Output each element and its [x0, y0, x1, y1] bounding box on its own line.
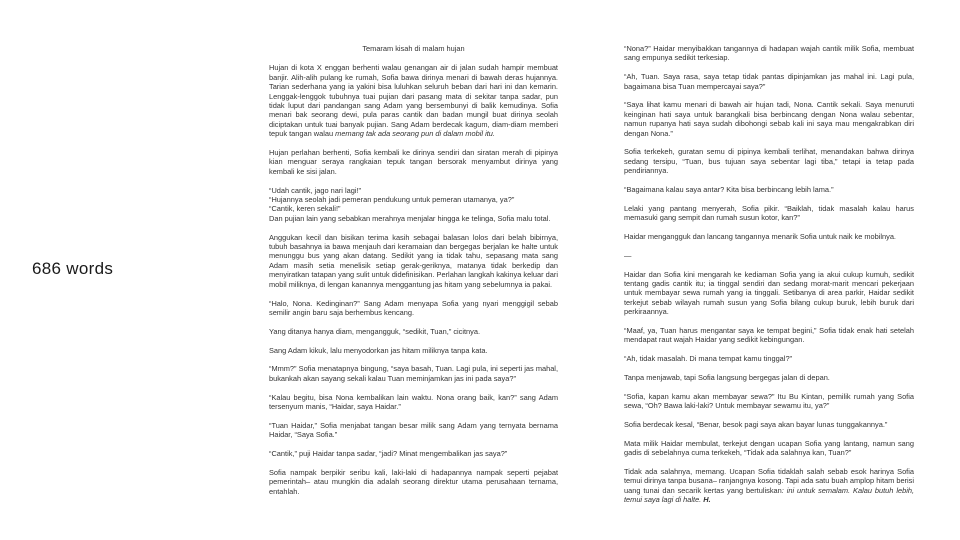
- paragraph-text: Yang ditanya hanya diam, mengangguk, “sedikit, Tuan,” cicitnya.: [269, 326, 481, 336]
- paragraph: [269, 421, 558, 440]
- paragraph: [624, 251, 914, 260]
- paragraph: [624, 44, 914, 63]
- paragraph: [624, 270, 914, 317]
- paragraph-text: Haidar dan Sofia kini mengarah ke kediaman Sofia yang ia akui cukup kumuh, sedikit tentang gadis cantik itu; ia tinggal sendiri dan sedang morat-marit mencari pekerjaan untuk membayar sewa rumah yang ia tinggali. Setibanya di area parkir, Haidar sedikit terkejut sebab wilayah rumah susun yang Sofia bilang cukup buruk, lebih buruk dari perkiraannya.: [624, 269, 914, 317]
- paragraph: [624, 100, 914, 138]
- paragraph: [269, 468, 558, 496]
- paragraph-text: “Mmm?” Sofia menatapnya bingung, “saya basah, Tuan. Lagi pula, ini seperti jas mahal, bukankah akan sayang sekali kalau Tuan meminjamkan jas ini pada saya?”: [269, 364, 558, 383]
- paragraph-text: Hujan di kota X enggan berhenti walau genangan air di jalan sudah hampir membuat banjir. Alih-alih pulang ke rumah, Sofia bawa dirinya menari di bawah deras hujannya. Tarian sederhana yang ia yakini bisa luluhkan seluruh beban dari hari ini dan kemarin. Lenggak-lenggok tubuhnya tuai pujian dari pasang mata di sekitar tanpa sadar, pun tidak luput dari pandangan sang Adam yang bersembunyi di balik kemudinya. Sofia menari bak seorang dewi, pula paras cantik dan badan mungil buat dirinya seolah diciptakan untuk tuai banyak pujian. Sang Adam berdecak kagum, diam-diam memberi tepuk tangan walau: [269, 63, 558, 139]
- paragraph-text: Tidak ada salahnya, memang. Ucapan Sofia tidaklah salah sebab esok harinya Sofia temui dirinya tanpa busana– ranjangnya kosong. Tapi ada satu buah amplop hitam berisi uang tunai dan secarik kertas yang bertuliskan: [624, 467, 914, 495]
- paragraph: [269, 299, 558, 318]
- paragraph-text: “Nona?” Haidar menyibakkan tangannya di hadapan wajah cantik milik Sofia, membuat sang empunya sedikit terkesiap.: [624, 44, 914, 63]
- paragraph: [624, 420, 914, 429]
- paragraph: [269, 346, 558, 355]
- paragraph-text: “Cantik,” puji Haidar tanpa sadar, “jadi? Minat mengembalikan jas saya?”: [269, 448, 508, 458]
- document-title: Temaram kisah di malam hujan: [362, 44, 465, 53]
- paragraph-text: “Bagaimana kalau saya antar? Kita bisa berbincang lebih lama.”: [624, 185, 834, 195]
- paragraph-text: “Ah, tidak masalah. Di mana tempat kamu tinggal?”: [624, 354, 793, 364]
- paragraph-bold-text: H.: [701, 495, 711, 505]
- paragraph-text: “Tuan Haidar,” Sofia menjabat tangan besar milik sang Adam yang ternyata bernama Haidar, “Saya Sofia.”: [269, 420, 558, 440]
- paragraph: [269, 233, 558, 289]
- paragraph: [624, 392, 914, 411]
- paragraph: [624, 467, 914, 505]
- paragraph-italic-text: memang tak ada seorang pun di dalam mobil itu.: [335, 129, 495, 139]
- paragraph-text: Sofia nampak berpikir seribu kali, laki-laki di hadapannya nampak seperti pejabat pemerintah– atau mungkin dia adalah seorang direktur utama perusahaan ternama, entahlah.: [269, 467, 558, 496]
- paragraph-text: Hujan perlahan berhenti, Sofia kembali ke dirinya sendiri dan siratan merah di pipinya kian menguar seraya rangkaian tepuk tangan bersorak menyambut dirinya yang kembali ke sisi jalan.: [269, 148, 558, 176]
- paragraph-text: “Kalau begitu, bisa Nona kembalikan lain waktu. Nona orang baik, kan?” sang Adam tersenyum manis, “Haidar, saya Haidar.”: [269, 392, 558, 411]
- paragraph-text: “Sofia, kapan kamu akan membayar sewa?” Itu Bu Kintan, pemilik rumah yang Sofia sewa, “Oh? Bawa laki-laki? Untuk membayar sewamu itu, ya?”: [624, 391, 914, 411]
- paragraph: [624, 147, 914, 175]
- paragraph: [624, 185, 914, 194]
- paragraph: [624, 72, 914, 91]
- left-page: [269, 44, 558, 505]
- paragraph: [624, 354, 914, 363]
- paragraph-text: “Ah, Tuan. Saya rasa, saya tetap tidak pantas dipinjamkan jas mahal ini. Lagi pula, bagaimana bisa Tuan mempercayai saya?”: [624, 72, 914, 91]
- paragraph: [269, 63, 558, 138]
- paragraph-text: Anggukan kecil dan bisikan terima kasih sebagai balasan lolos dari belah bibirnya, tubuh basahnya ia bawa menjauh dari keramaian dan bergegas berjalan ke halte untuk menunggu bus yang akan datang. Sedikit yang ia tidak tahu, sepasang mata sang Adam masih setia menelisik setiap gerak-geriknya, matanya tidak berkedip dan menyiratkan tatapan yang sulit untuk didefinisikan. Perlahan langkah kakinya keluar dari mobil miliknya, di lengan kanannya menggantung jas hitam yang sebelumnya ia pakai.: [269, 232, 558, 289]
- paragraph: [269, 186, 558, 224]
- paragraph: [624, 232, 914, 241]
- right-page: [624, 44, 914, 514]
- paragraph-text: “Udah cantik, jago nari lagi!” “Hujannya seolah jadi pemeran pendukung untuk pemeran utamanya, ya?” “Cantik, keren sekali!” Dan pujian lain yang sebabkan merahnya menjalar hingga ke telinga, Sofia malu total.: [269, 185, 551, 223]
- paragraph: [269, 393, 558, 412]
- paragraph: [624, 204, 914, 223]
- paragraph: [269, 364, 558, 383]
- paragraph-text: Sang Adam kikuk, lalu menyodorkan jas hitam miliknya tanpa kata.: [269, 345, 488, 355]
- paragraph: [624, 373, 914, 382]
- paragraph-text: “Maaf, ya, Tuan harus mengantar saya ke tempat begini,” Sofia tidak enak hati setelah mendapat raut wajah Haidar yang sedikit kebingungan.: [624, 326, 914, 345]
- paragraph-text: “Halo, Nona. Kedinginan?” Sang Adam menyapa Sofia yang nyari menggigil sebab semilir angin baru saja berhembus kencang.: [269, 298, 558, 317]
- paragraph: [624, 326, 914, 345]
- paragraph-text: Sofia berdecak kesal, “Benar, besok pagi saya akan bayar lunas tunggakannya.”: [624, 420, 888, 430]
- paragraph-text: Mata milik Haidar membulat, terkejut dengan ucapan Sofia yang lantang, namun sang gadis di sebelahnya cuma terkekeh, “Tidak ada salahnya kan, Tuan?”: [624, 438, 914, 458]
- paragraph-text: “Saya lihat kamu menari di bawah air hujan tadi, Nona. Cantik sekali. Saya menuruti keinginan hati saya untuk barangkali bisa berbincang dengan Nona walau sebentar, namun rupanya hati saya sudah dibohongi sebab kali ini saya mau mengakrabkan diri dengan Nona.”: [624, 100, 914, 138]
- paragraph-text: —: [624, 250, 632, 260]
- paragraph: [269, 449, 558, 458]
- paragraph: [624, 439, 914, 458]
- paragraph-text: Tanpa menjawab, tapi Sofia langsung bergegas jalan di depan.: [624, 373, 830, 383]
- paragraph-text: Haidar mengangguk dan lancang tangannya menarik Sofia untuk naik ke mobilnya.: [624, 232, 896, 242]
- paragraph-italic-text: : ini untuk semalam. Kalau butuh lebih, temui saya lagi di halte.: [624, 485, 914, 505]
- word-count: 686 words: [32, 259, 114, 278]
- paragraph: [269, 327, 558, 336]
- paragraph-text: Sofia terkekeh, guratan semu di pipinya kembali terlihat, menandakan bahwa dirinya sedang tersipu, “Tuan, bus tujuan saya sebentar lagi tiba,” tetapi ia tetap pada pendiriannya.: [624, 147, 914, 176]
- right-page-body: [624, 44, 914, 505]
- paragraph: [269, 148, 558, 176]
- paragraph-text: Lelaki yang pantang menyerah, Sofia pikir. “Baiklah, tidak masalah kalau harus memasuki gang sempit dan rumah susun kotor, kan?”: [624, 203, 914, 223]
- left-page-body: [269, 63, 558, 496]
